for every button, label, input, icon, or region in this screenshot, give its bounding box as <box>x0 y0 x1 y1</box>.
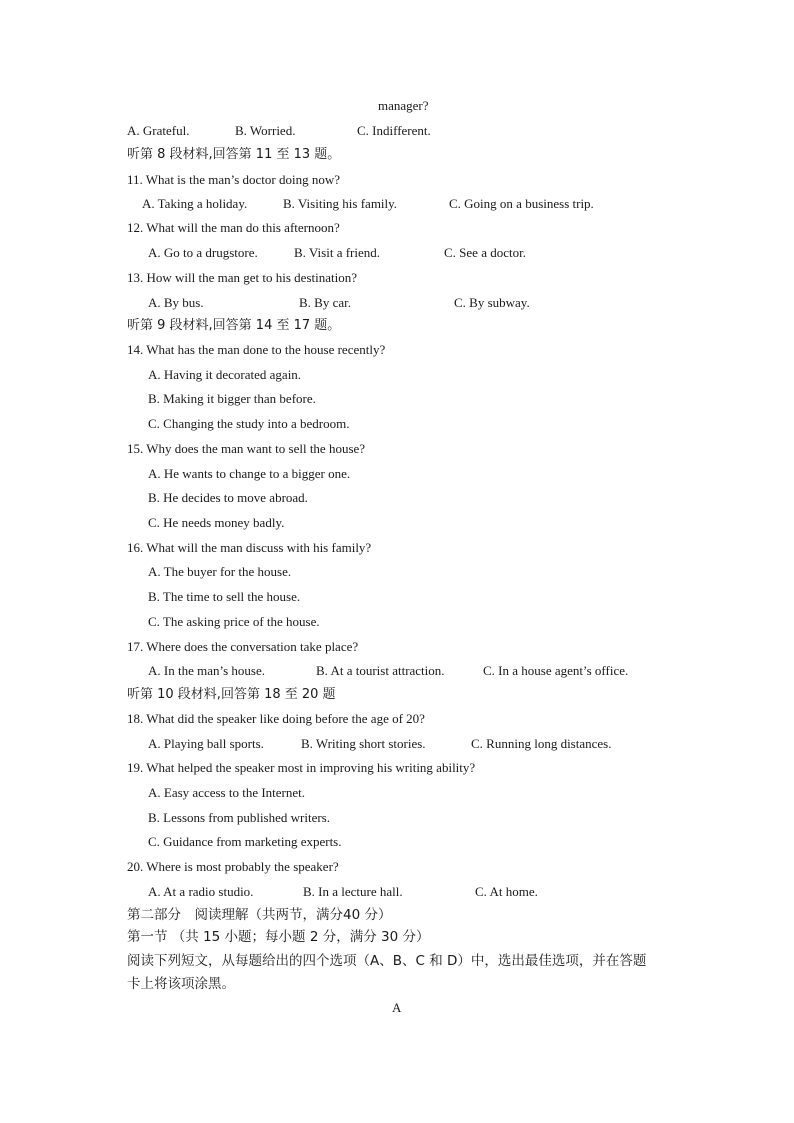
section-9-header: 听第 9 段材料,回答第 14 至 17 题。 <box>127 318 341 333</box>
q13-option-a: A. By bus. <box>148 295 204 310</box>
q20-option-b: B. In a lecture hall. <box>303 884 403 899</box>
q17-option-b: B. At a tourist attraction. <box>316 663 445 678</box>
q18-option-c: C. Running long distances. <box>471 736 612 751</box>
q10-option-c: C. Indifferent. <box>357 123 431 138</box>
question-18-stem: 18. What did the speaker like doing before the age of 20? <box>127 711 425 726</box>
section-8-header: 听第 8 段材料,回答第 11 至 13 题。 <box>127 147 341 162</box>
q10-option-a: A. Grateful. <box>127 123 190 138</box>
question-11-stem: 11. What is the man’s doctor doing now? <box>127 172 341 187</box>
q14-option-b: B. Making it bigger than before. <box>148 391 316 406</box>
q11-option-a: A. Taking a holiday. <box>142 196 248 211</box>
section-10-header: 听第 10 段材料,回答第 18 至 20 题 <box>127 687 336 702</box>
q17-option-a: A. In the man’s house. <box>148 663 265 678</box>
q14-option-a: A. Having it decorated again. <box>148 367 302 382</box>
q18-option-b: B. Writing short stories. <box>301 736 426 751</box>
question-19-stem: 19. What helped the speaker most in improving his writing ability? <box>127 760 476 775</box>
q19-option-b: B. Lessons from published writers. <box>148 810 330 825</box>
q12-option-a: A. Go to a drugstore. <box>148 245 258 260</box>
q15-option-b: B. He decides to move abroad. <box>148 490 308 505</box>
reading-instruction-line-2: 卡上将该项涂黑。 <box>127 976 235 992</box>
q19-option-a: A. Easy access to the Internet. <box>148 785 306 800</box>
question-12-stem: 12. What will the man do this afternoon? <box>127 220 340 235</box>
q17-option-c: C. In a house agent’s office. <box>483 663 629 678</box>
reading-instruction-line-1: 阅读下列短文，从每题给出的四个选项（A、B、C 和 D）中，选出最佳选项，并在答题 <box>127 953 647 969</box>
q15-option-c: C. He needs money badly. <box>148 515 285 530</box>
q19-option-c: C. Guidance from marketing experts. <box>148 834 342 849</box>
q11-option-b: B. Visiting his family. <box>283 196 398 211</box>
passage-label: A <box>392 1000 402 1015</box>
q12-option-c: C. See a doctor. <box>444 245 526 260</box>
q14-option-c: C. Changing the study into a bedroom. <box>148 416 350 431</box>
q16-option-b: B. The time to sell the house. <box>148 589 301 604</box>
q16-option-a: A. The buyer for the house. <box>148 564 292 579</box>
part-2-title: 第二部分 阅读理解（共两节，满分40 分） <box>127 907 392 923</box>
question-17-stem: 17. Where does the conversation take place? <box>127 639 359 654</box>
q13-option-b: B. By car. <box>299 295 351 310</box>
q20-option-a: A. At a radio studio. <box>148 884 254 899</box>
question-13-stem: 13. How will the man get to his destination? <box>127 270 357 285</box>
question-10-stem-end: manager? <box>378 98 429 113</box>
part-2-section-1-title: 第一节 （共 15 小题；每小题 2 分，满分 30 分） <box>127 929 430 945</box>
q18-option-a: A. Playing ball sports. <box>148 736 264 751</box>
q15-option-a: A. He wants to change to a bigger one. <box>148 466 351 481</box>
question-16-stem: 16. What will the man discuss with his family? <box>127 540 372 555</box>
question-20-stem: 20. Where is most probably the speaker? <box>127 859 339 874</box>
q20-option-c: C. At home. <box>475 884 538 899</box>
question-15-stem: 15. Why does the man want to sell the house? <box>127 441 366 456</box>
q16-option-c: C. The asking price of the house. <box>148 614 320 629</box>
question-14-stem: 14. What has the man done to the house recently? <box>127 342 386 357</box>
q13-option-c: C. By subway. <box>454 295 530 310</box>
q10-option-b: B. Worried. <box>235 123 296 138</box>
q11-option-c: C. Going on a business trip. <box>449 196 594 211</box>
q12-option-b: B. Visit a friend. <box>294 245 380 260</box>
